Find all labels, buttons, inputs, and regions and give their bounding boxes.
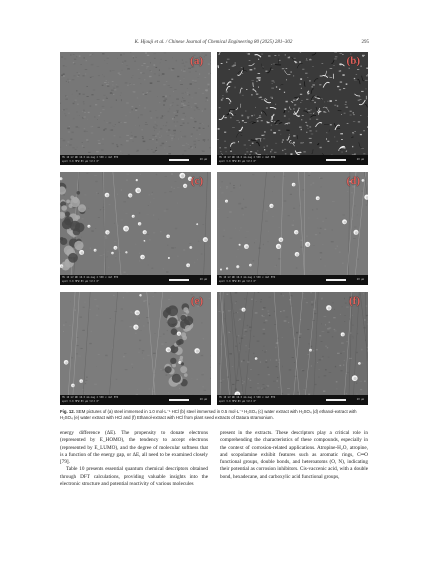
figure-caption bbox=[60, 409, 368, 420]
sem-info-bar bbox=[217, 155, 368, 165]
panel-label: (f) bbox=[349, 295, 360, 307]
scale-label: 20 µm bbox=[356, 278, 364, 281]
sem-panel-b bbox=[217, 52, 368, 165]
running-head: K. Hjouji et al. / Chinese Journal of Chemical Engineering 80 (2025) 281–302 bbox=[134, 40, 293, 45]
sem-meta-line: spot 3.0 HFW 83 µm tilt 0° bbox=[219, 280, 257, 283]
panel-label: (e) bbox=[190, 295, 203, 307]
sem-meta-line: HV 10 kV WD 10.0 mm mag 2 500 x det ETD bbox=[219, 396, 276, 399]
sem-meta-line: HV 10 kV WD 10.0 mm mag 2 500 x det ETD bbox=[62, 396, 119, 399]
panel-label: (c) bbox=[190, 175, 203, 187]
sem-info-bar bbox=[60, 395, 211, 405]
panel-label: (d) bbox=[346, 175, 360, 187]
caption-text: SEM pictures of (a) steel immersed in 1.0 mol·L⁻¹ HCl (b) steel immersed in 0.5 mol·L⁻¹ H₂SO₄ (c) water extract with H₂SO₄ (d) ethanol-extract with H₂SO₄ (e) water extract with HCl and (f) Ethanol-extract with HCl from plant seed extracts of Datura stramonium. bbox=[60, 409, 357, 420]
paragraph: energy difference (ΔE). The propensity to donate electrons (represented by E_HOMO), the tendency to accept electrons (represented by E_LUMO), and the degree of molecular softness that is a function of the energy gap, or ΔE, all need to be examined closely [79]. bbox=[60, 430, 208, 466]
sem-panel-f bbox=[217, 292, 368, 405]
text-column-right bbox=[220, 430, 368, 481]
sem-info-bar bbox=[60, 275, 211, 285]
scale-label: 20 µm bbox=[356, 398, 364, 401]
sem-figure bbox=[60, 52, 368, 406]
sem-meta-line: HV 10 kV WD 10.0 mm mag 2 500 x det ETD bbox=[62, 156, 119, 159]
sem-meta-line: HV 10 kV WD 10.0 mm mag 2 500 x det ETD bbox=[62, 276, 119, 279]
sem-meta-line: spot 3.0 HFW 83 µm tilt 0° bbox=[62, 400, 100, 403]
page-number: 295 bbox=[361, 40, 369, 45]
sem-meta-line: spot 3.0 HFW 83 µm tilt 0° bbox=[219, 400, 257, 403]
sem-meta-line: spot 3.0 HFW 83 µm tilt 0° bbox=[62, 160, 100, 163]
panel-label: (a) bbox=[190, 55, 203, 67]
scale-bar bbox=[169, 399, 189, 401]
scale-bar bbox=[326, 279, 346, 281]
scale-bar bbox=[326, 399, 346, 401]
panel-label: (b) bbox=[346, 55, 360, 67]
sem-meta-line: spot 3.0 HFW 83 µm tilt 0° bbox=[62, 280, 100, 283]
sem-meta-line: HV 10 kV WD 10.0 mm mag 2 500 x det ETD bbox=[219, 156, 276, 159]
scale-bar bbox=[169, 279, 189, 281]
scale-label: 20 µm bbox=[199, 398, 207, 401]
text-column-left bbox=[60, 430, 208, 488]
sem-meta-line: HV 10 kV WD 10.0 mm mag 2 500 x det ETD bbox=[219, 276, 276, 279]
paragraph: Table 10 presents essential quantum chemical descriptors obtained through DFT calculations, providing valuable insights into the electronic structure and potential reactivity of various molecules bbox=[60, 466, 208, 488]
caption-label: Fig. 12. bbox=[60, 409, 75, 414]
sem-image-d bbox=[217, 172, 368, 285]
sem-panel-e bbox=[60, 292, 211, 405]
scale-label: 20 µm bbox=[199, 158, 207, 161]
sem-meta-line: spot 3.0 HFW 83 µm tilt 0° bbox=[219, 160, 257, 163]
scale-bar bbox=[169, 159, 189, 161]
sem-info-bar bbox=[217, 395, 368, 405]
scale-label: 20 µm bbox=[356, 158, 364, 161]
sem-panel-a bbox=[60, 52, 211, 165]
sem-info-bar bbox=[60, 155, 211, 165]
sem-image-b bbox=[217, 52, 368, 165]
scale-label: 20 µm bbox=[199, 278, 207, 281]
sem-image-f bbox=[217, 292, 368, 405]
sem-panel-c bbox=[60, 172, 211, 285]
paragraph: present in the extracts. These descriptors play a critical role in comprehending the characteristics of these compounds, especially in the context of corrosion-related applications. Atropine-H₂O, atropine, and scopolamine exhibit features such as aromatic rings, C═O functional groups, double bonds, and heteroatoms (O, N), indicating their potential as corrosion inhibitors. Cis-vaccenic acid, with a double bond, hexadecane, and carboxylic acid functional groups, bbox=[220, 430, 368, 480]
sem-info-bar bbox=[217, 275, 368, 285]
scale-bar bbox=[326, 159, 346, 161]
sem-panel-d bbox=[217, 172, 368, 285]
sem-image-a bbox=[60, 52, 211, 165]
sem-image-e bbox=[60, 292, 211, 405]
sem-image-c bbox=[60, 172, 211, 285]
